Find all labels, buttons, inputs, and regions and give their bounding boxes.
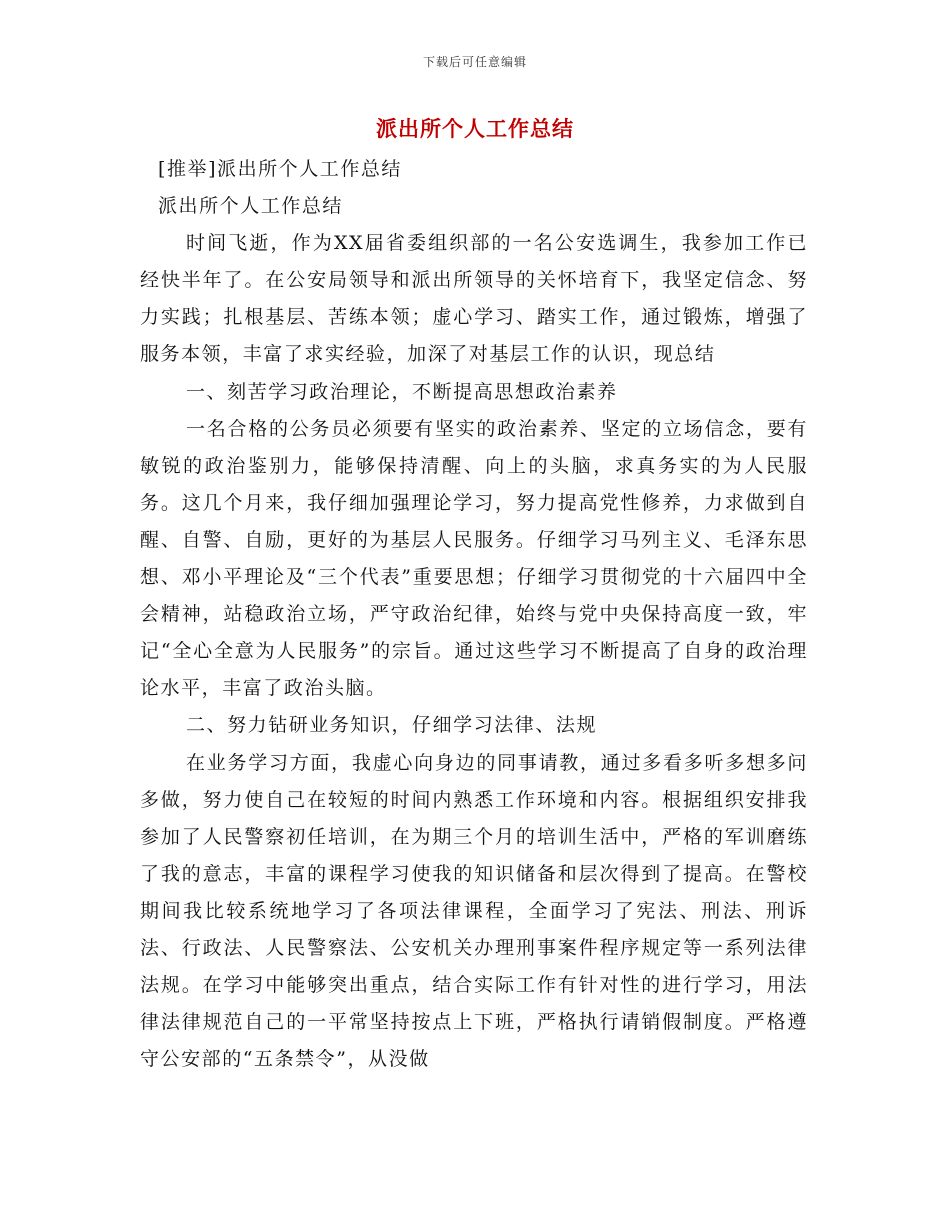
body-paragraph: 一名合格的公务员必须要有坚实的政治素养、坚定的立场信念，要有敏锐的政治鉴别力，能够保持清醒、向上的头脑，求真务实的为人民服务。这几个月来，我仔细加强理论学习，努力提高党性修养，力求做到自醒、自警、自励，更好的为基层人民服务。仔细学习马列主义、毛泽东思想、邓小平理论及“三个代表”重要思想；仔细学习贯彻党的十六届四中全会精神，站稳政治立场，严守政治纪律，始终与党中央保持高度一致，牢记“全心全意为人民服务”的宗旨。通过这些学习不断提高了自身的政治理论水平，丰富了政治头脑。 xyxy=(140,417,808,700)
body-paragraph: 时间飞逝，作为XX届省委组织部的一名公安选调生，我参加工作已经快半年了。在公安局领导和派出所领导的关怀培育下，我坚定信念、努力实践；扎根基层、苦练本领；虚心学习、踏实工作，通过锻炼，增强了服务本领，丰富了求实经验，加深了对基层工作的认识，现总结 xyxy=(140,232,808,366)
body-paragraph: 在业务学习方面，我虚心向身边的同事请教，通过多看多听多想多问多做，努力使自己在较短的时间内熟悉工作环境和内容。根据组织安排我参加了人民警察初任培训，在为期三个月的培训生活中，严格的军训磨练了我的意志，丰富的课程学习使我的知识储备和层次得到了提高。在警校期间我比较系统地学习了各项法律课程，全面学习了宪法、刑法、刑诉法、行政法、人民警察法、公安机关办理刑事案件程序规定等一系列法律法规。在学习中能够突出重点，结合实际工作有针对性的进行学习，用法律法律规范自己的一平常坚持按点上下班，严格执行请销假制度。严格遵守公安部的“五条禁令”，从没做 xyxy=(140,751,808,1071)
section-heading: 二、努力钻研业务知识，仔细学习法律、法规 xyxy=(186,714,598,737)
subtitle-line: [推举]派出所个人工作总结 xyxy=(158,158,402,180)
header-note: 下载后可任意编辑 xyxy=(422,55,527,69)
document-body xyxy=(140,151,808,1078)
subtitle-line: 派出所个人工作总结 xyxy=(158,195,343,218)
section-heading: 一、刻苦学习政治理论，不断提高思想政治素养 xyxy=(186,380,618,403)
document-title: 派出所个人工作总结 xyxy=(376,116,574,141)
